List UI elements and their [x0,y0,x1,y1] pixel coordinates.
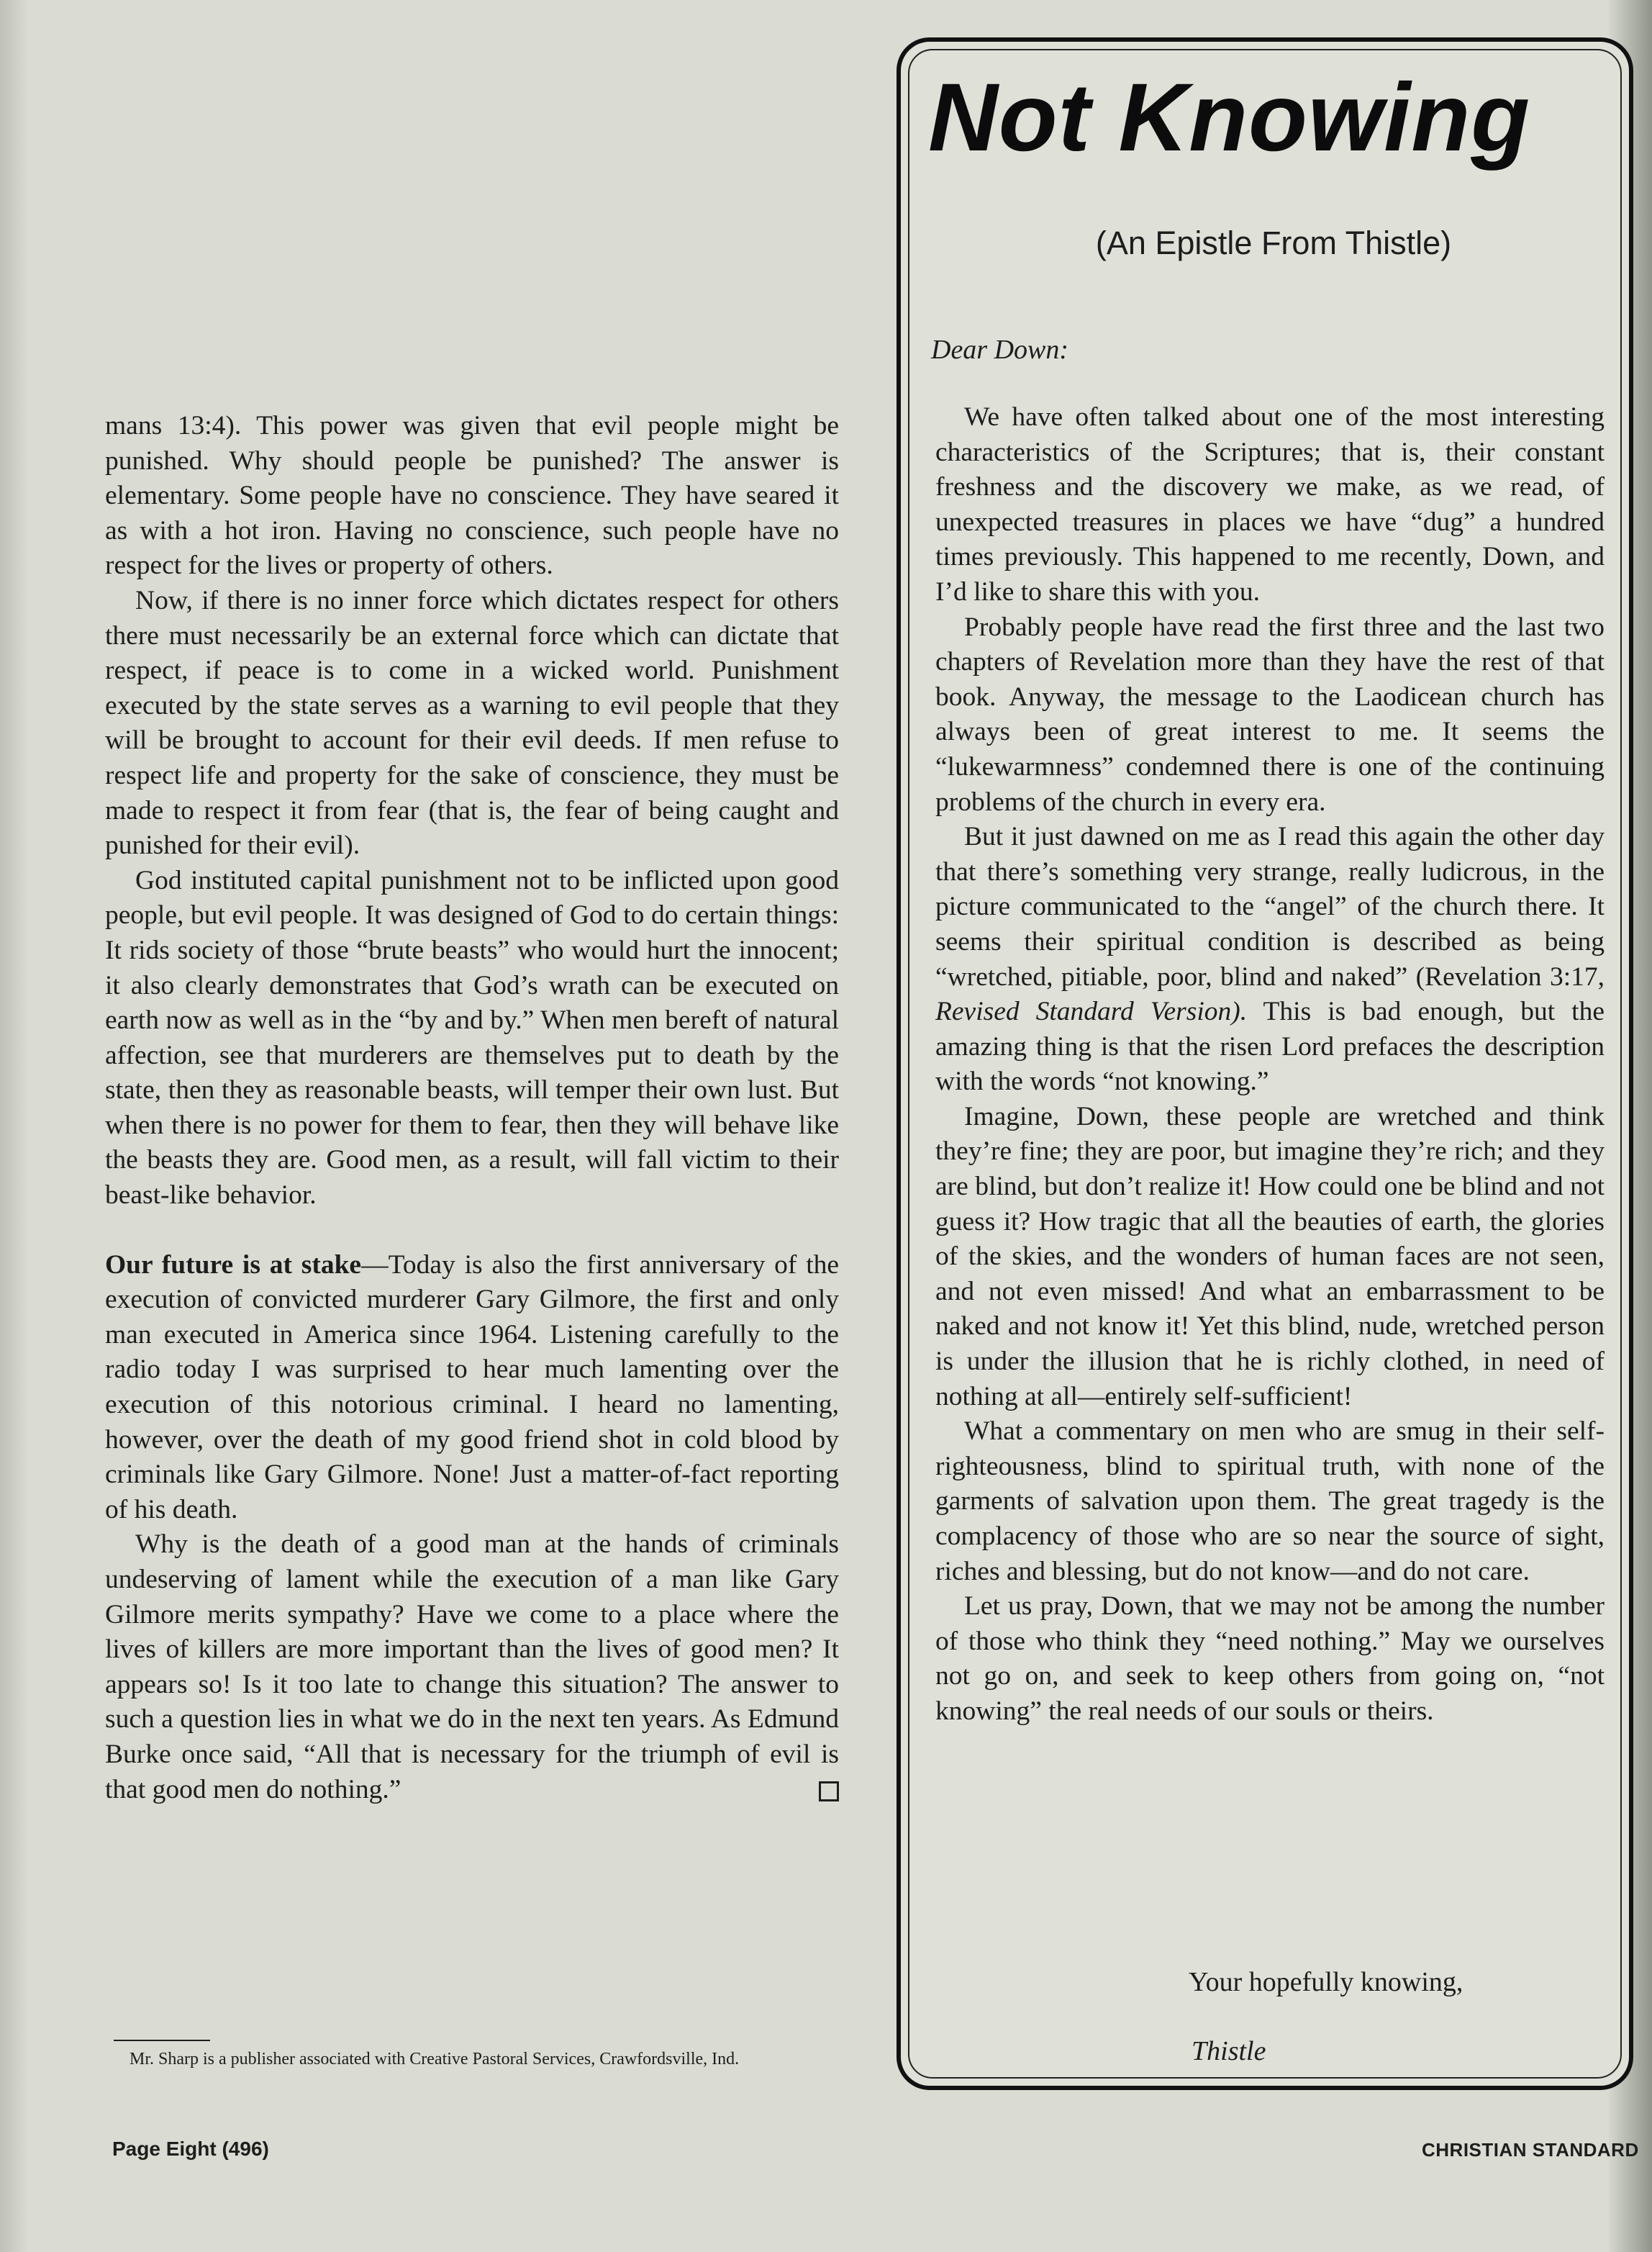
epistle-signature: Thistle [1192,2036,1266,2066]
left-paragraph-1: mans 13:4). This power was given that evil people might be punished. Why should people be punished? The answer is elementary. Some people have no conscience. They have seared it as with a hot iron. Having no conscience, such people have no respect for the lives or property of others. [105,411,839,581]
left-paragraph-3: God instituted capital punishment not to be inflicted upon good people, but evil people. It was designed of God to do certain things: It rids society of those “brute beasts” who would hurt the innocent; it also clearly demonstrates that God’s wrath can be executed on earth now as well as in the “by and by.” When men bereft of natural affection, see that murderers are themselves put to death by the state, then they as reasonable beasts, will temper their own lust. But when there is no power for them to fear, then they will behave like the beasts they are. Good men, as a result, will fall victim to their beast-like behavior. [105,865,839,1211]
epistle-paragraph-3 [935,820,1605,1100]
section-lead: Our future is at stake [105,1249,362,1280]
epistle-paragraph-1: We have often talked about one of the most interesting characteristics of the Scriptures; that is, their constant freshness and the discovery we make, as we read, of unexpected treasures in places we have “dug” a hundred times previously. This happened to me recently, Down, and I’d like to share this with you. [935,402,1605,607]
epistle-salutation: Dear Down: [931,335,1069,365]
epistle-paragraph-3-italic: Revised Standard Version). [935,997,1248,1027]
section-paragraph [105,1248,839,1528]
epistle-paragraph-3-after: This is bad enough, but the amazing thing is that the risen Lord prefaces the description with the words “not knowing.” [935,997,1605,1097]
end-mark-icon [819,1781,839,1801]
footnote-rule [114,2040,210,2041]
epistle-paragraph-2: Probably people have read the first three and the last two chapters of Revelation more than they have the rest of that book. Anyway, the message to the Laodicean church has always been of great interest to me. It seems the “lukewarmness” condemned there is one of the continuing problems of the church in every era. [935,612,1605,817]
page-edge-left [0,0,29,2252]
page-folio-right: CHRISTIAN STANDARD [1422,2139,1639,2161]
epistle-paragraph-3-before: But it just dawned on me as I read this again the other day that there’s something very strange, really ludicrous, in the picture communicated to the “angel” of the church there. It seems their spiritual condition is described as being “wretched, pitiable, poor, blind and naked” (Revelation 3:17, [935,822,1605,992]
epistle-paragraph-6: Let us pray, Down, that we may not be among the number of those who think they “need nothing.” May we ourselves not go on, and seek to keep others from going on, “not knowing” the real needs of our souls or theirs. [935,1591,1605,1726]
section-text: —Today is also the first anniversary of the execution of convicted murderer Gary Gilmore, the first and only man executed in America since 1964. Listening carefully to the radio today I was surprised to hear much lamenting over the execution of this notorious criminal. I heard no lamenting, however, over the death of my good friend shot in cold blood by criminals like Gary Gilmore. None! Just a matter-of-fact reporting of his death. [105,1249,840,1524]
epistle-body [935,400,1605,1729]
epistle-closing: Your hopefully knowing, [1189,1967,1463,1997]
epistle-paragraph-4: Imagine, Down, these people are wretched and think they’re fine; they are poor, but imagine they’re rich; and they are blind, but don’t realize it! How could one be blind and not guess it? How tragic that all the beauties of earth, the glories of the skies, and the wonders of human faces are not seen, and not even missed! And what an embarrassment to be naked and not know it! Yet this blind, nude, wretched person is under the illusion that he is richly clothed, in need of nothing at all—entirely self-sufficient! [935,1101,1605,1411]
epistle-subtitle: (An Epistle From Thistle) [1095,225,1452,261]
left-paragraph-2: Now, if there is no inner force which dictates respect for others there must necessarily be an external force which can dictate that respect, if peace is to come in a wicked world. Punishment executed by the state serves as a warning to evil people that they will be brought to account for their evil deeds. If men refuse to respect life and property for the sake of conscience, they must be made to respect it from fear (that is, the fear of being caught and punished for their evil). [105,585,839,861]
left-paragraph-final [105,1527,839,1807]
page-folio-left: Page Eight (496) [112,2138,269,2160]
final-paragraph-text: Why is the death of a good man at the hands of criminals undeserving of lament while the execution of a man like Gary Gilmore merits sympathy? Have we come to a place where the lives of killers are more important than the lives of good men? It appears so! Is it too late to change this situation? The answer to such a question lies in what we do in the next ten years. As Edmund Burke once said, “All that is necessary for the triumph of evil is that good men do nothing.” [105,1529,839,1804]
epistle-paragraph-5: What a commentary on men who are smug in their self-righteousness, blind to spiritual truth, with none of the garments of salvation upon them. The great tragedy is the complacency of those who are so near the source of sight, riches and blessing, but do not know—and do not care. [935,1416,1605,1586]
epistle-title: Not Knowing [928,64,1531,171]
left-column-article [105,409,839,1807]
author-footnote: Mr. Sharp is a publisher associated with Creative Pastoral Services, Crawfordsville, Ind. [130,2050,740,2068]
